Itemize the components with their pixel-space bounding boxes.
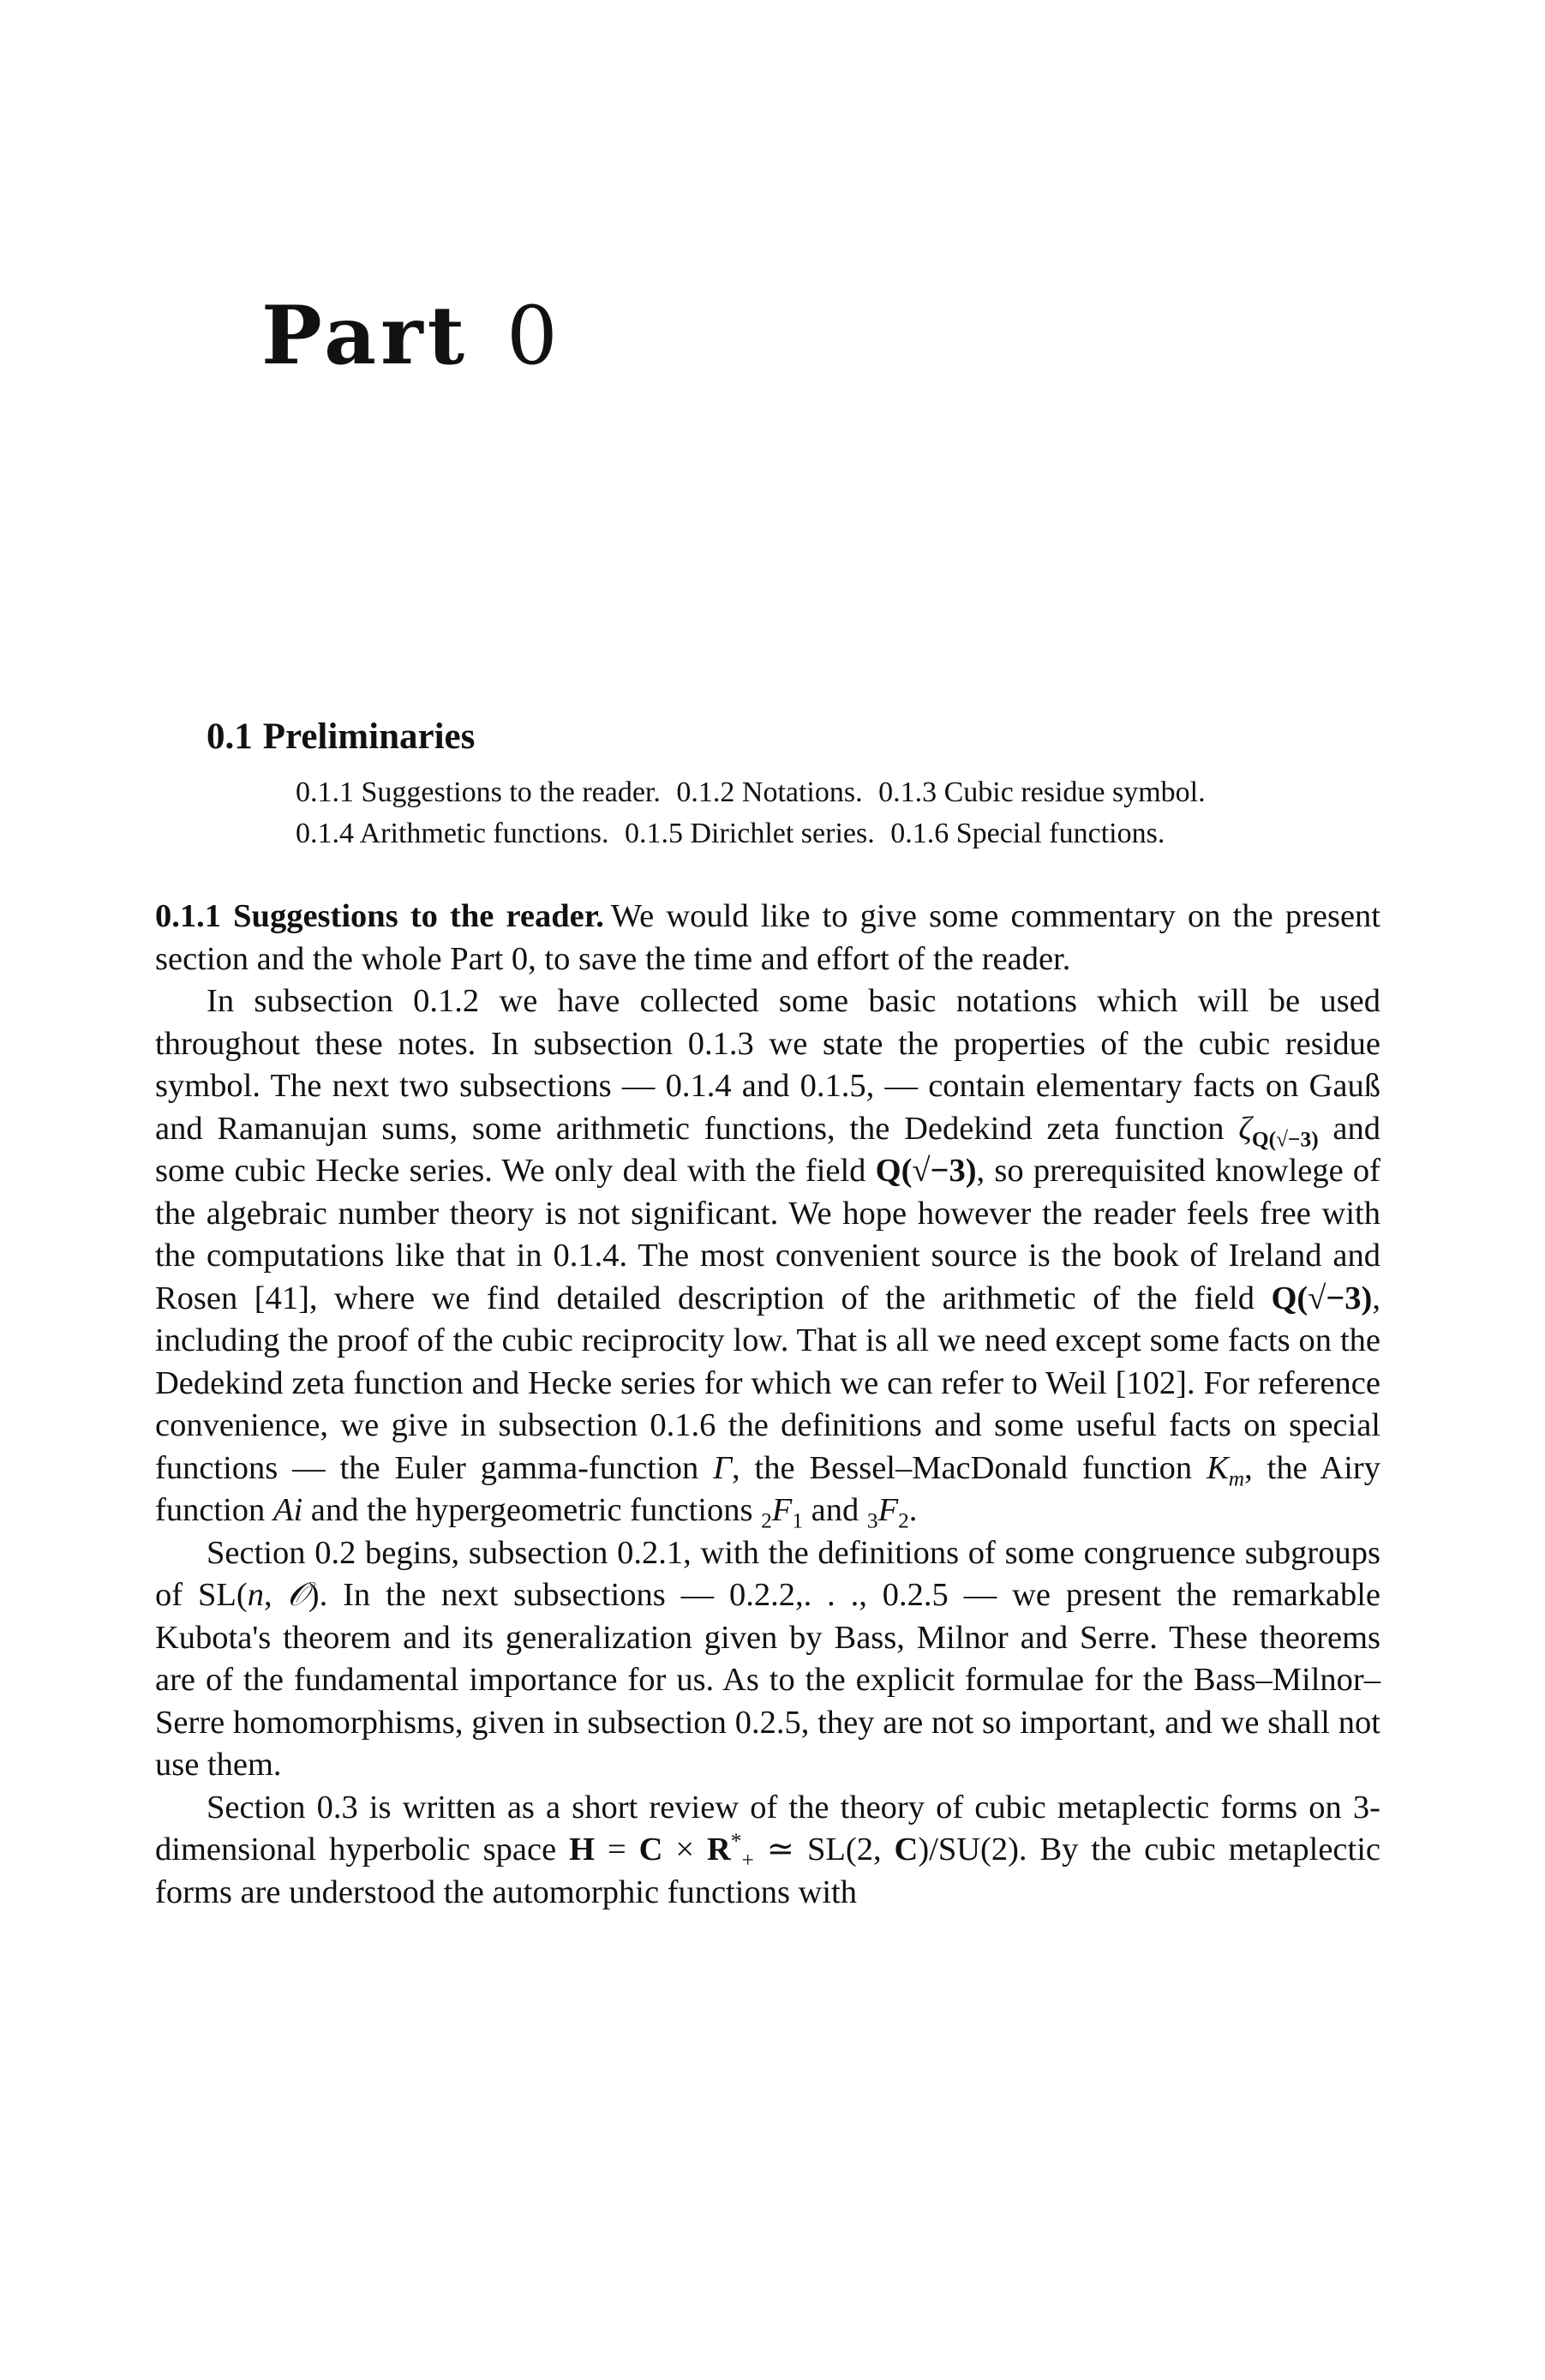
paragraph-3 (155, 1532, 1380, 1787)
contents-entry: 0.1.2 Notations. (676, 776, 863, 808)
hypergeometric-symbol: F (877, 1492, 899, 1528)
hyperbolic-space-symbol: H (569, 1831, 596, 1867)
math-operator: × (662, 1831, 707, 1867)
hypergeometric-prescript: 2 (761, 1508, 772, 1533)
math-superscript: * (730, 1829, 742, 1854)
paragraph-text: In subsection 0.1.2 we have collected some basic notations which will be used throughout these notes. In subsection 0.1.3 we state the properties of the cubic residue symbol. The next two subsections — 0.1.4 and 0.1.5, — contain elementary facts on Gauß and Ramanujan sums, some arithmetic functions, the Dedekind zeta function (155, 983, 1380, 1147)
paragraph-text: , including the proof of the cubic reciprocity low. That is all we need except some facts on the Dedekind zeta function and Hecke series for which we can refer to Weil [102]. For reference convenience, we give in subsection 0.1.6 the definitions and some useful facts on special functions — the Euler gamma-function (155, 1280, 1380, 1486)
section-name: Preliminaries (262, 716, 476, 757)
complex-field-symbol: C (894, 1831, 919, 1867)
hypergeometric-prescript: 3 (866, 1508, 878, 1533)
paragraph-text: , so prerequisited knowlege of the algebraic number theory is not significant. We hope however the reader feels free with the computations like that in 0.1.4. The most convenient source is the book of Ireland and Rosen [41], where we find detailed description of the arithmetic of the field (155, 1153, 1380, 1316)
paragraph-text: and some cubic Hecke series. We only deal with the field (155, 1110, 1380, 1189)
section-title (207, 718, 475, 755)
math-subscript: + (741, 1848, 754, 1873)
math-separator: , (263, 1577, 288, 1613)
contents-line-2 (296, 813, 1384, 854)
paragraph-text: . (908, 1492, 918, 1528)
paragraph-text: Section 0.3 is written as a short review of the theory of cubic metaplectic forms on 3-dimensional hyperbolic space (155, 1789, 1380, 1867)
contents-entry: 0.1.5 Dirichlet series. (624, 818, 875, 849)
paragraph-2 (155, 980, 1380, 1532)
paragraph-text: and (803, 1492, 867, 1528)
paragraph-text: , the Bessel–MacDonald function (732, 1449, 1207, 1486)
complex-field-symbol: C (638, 1831, 663, 1867)
contents-entry: 0.1.1 Suggestions to the reader. (296, 776, 661, 808)
positive-reals-symbol: R (706, 1831, 731, 1867)
part-title (261, 289, 562, 383)
gamma-symbol: Γ (713, 1449, 733, 1486)
section-contents (296, 772, 1384, 854)
hypergeometric-subscript: 2 (898, 1508, 909, 1533)
math-operator: = (595, 1831, 639, 1867)
contents-line-1 (296, 772, 1384, 813)
paragraph-text: and the hypergeometric functions (302, 1492, 762, 1528)
contents-entry: 0.1.4 Arithmetic functions. (296, 818, 609, 849)
part-label: Part (261, 289, 470, 383)
section-number: 0.1 (207, 716, 253, 757)
hypergeometric-subscript: 1 (792, 1508, 804, 1533)
bessel-subscript: m (1228, 1466, 1245, 1491)
contents-entry: 0.1.6 Special functions. (890, 818, 1165, 849)
math-ring-symbol: 𝒪 (287, 1577, 308, 1613)
subsection-heading: 0.1.1 Suggestions to the reader. (155, 898, 604, 934)
paragraph-text: , the Airy function (155, 1449, 1380, 1528)
airy-symbol: Ai (272, 1492, 303, 1528)
field-notation: Q(√−3) (1271, 1280, 1373, 1316)
part-number: 0 (506, 290, 562, 383)
paragraph-4 (155, 1787, 1380, 1915)
paragraph-1 (155, 896, 1380, 980)
zeta-symbol: ζ (1238, 1110, 1252, 1147)
math-expression: ≃ SL(2, (753, 1831, 895, 1867)
paragraph-text: We would like to give some commentary on the present section and the whole Part 0, to save the time and effort of the reader. (155, 898, 1380, 977)
bessel-symbol: K (1207, 1449, 1229, 1486)
contents-entry: 0.1.3 Cubic residue symbol. (878, 776, 1206, 808)
hypergeometric-symbol: F (771, 1492, 793, 1528)
paragraph-text: ). In the next subsections — 0.2.2,. . ., 0.2.5 — we present the remarkable Kubota's theorem and its generalization given by Bass, Milnor and Serre. These theorems are of the fundamental importance for us. As to the explicit formulae for the Bass–Milnor–Serre homomorphisms, given in subsection 0.2.5, they are not so important, and we shall not use them. (155, 1577, 1381, 1783)
math-variable: n (247, 1577, 264, 1613)
body-text (155, 896, 1380, 1914)
paragraph-text: Section 0.2 begins, subsection 0.2.1, with the definitions of some congruence subgroups of SL( (155, 1534, 1380, 1613)
field-notation: Q(√−3) (875, 1153, 977, 1189)
paragraph-text: )/SU(2). By the cubic metaplectic forms are understood the automorphic functions with (155, 1831, 1381, 1910)
zeta-subscript: Q(√−3) (1251, 1127, 1319, 1152)
